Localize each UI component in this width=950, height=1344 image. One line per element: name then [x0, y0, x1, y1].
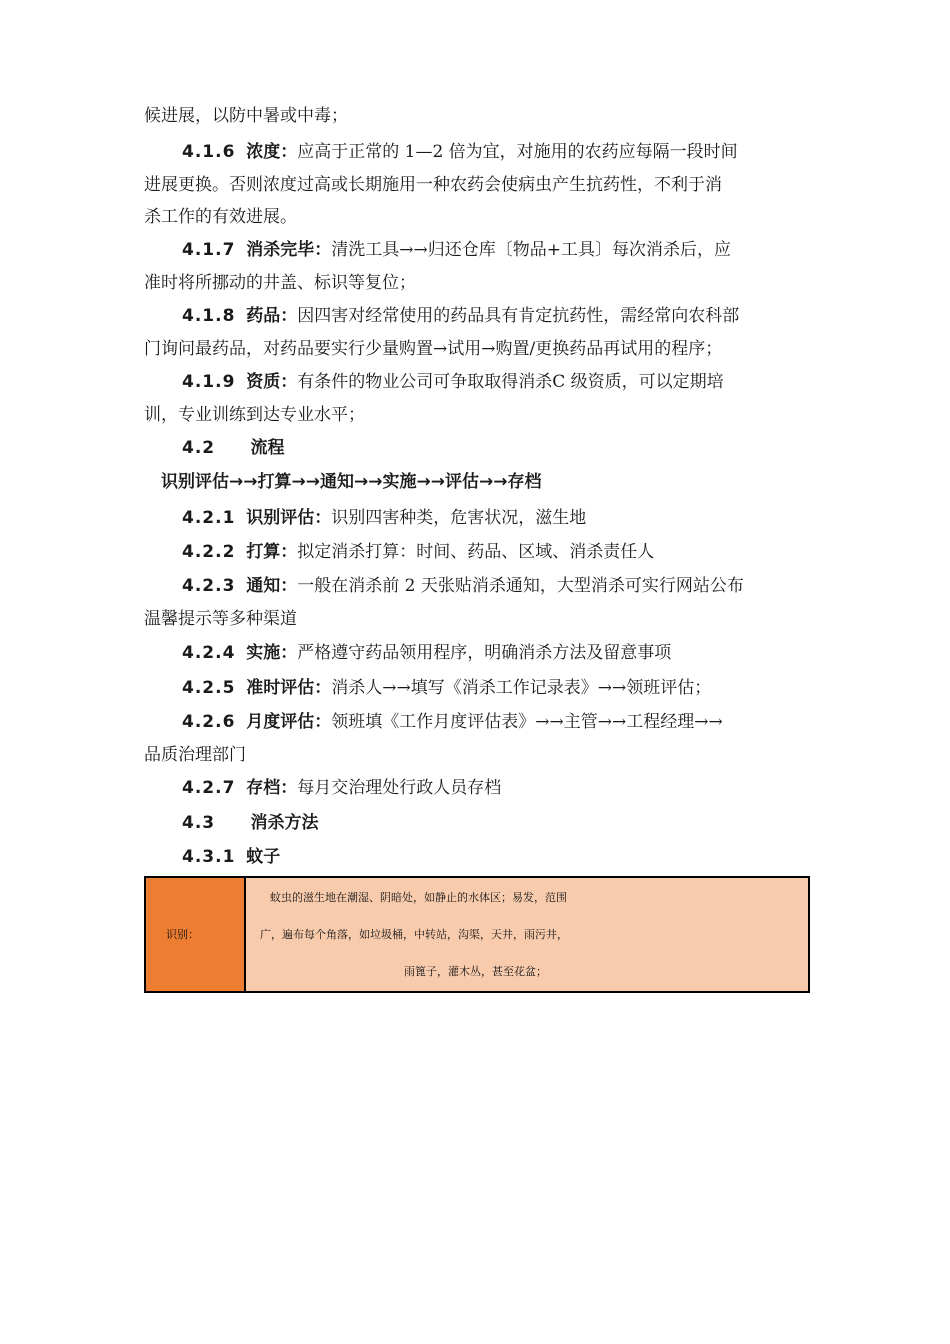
- section-text: 领班填《工作月度评估表》→→主管→→工程经理→→: [331, 712, 723, 732]
- line-text: 杀工作的有效进展。: [144, 207, 297, 227]
- line-text: 进展更换。否则浓度过高或长期施用一种农药会使病虫产生抗药性，不利于消: [144, 175, 722, 195]
- section-text: 清洗工具→→归还仓库〔物品+工具〕每次消杀后，应: [331, 240, 731, 260]
- section-term: 准时评估：: [246, 678, 332, 698]
- paragraph-line: [144, 205, 297, 229]
- section-text: 一般在消杀前 2 天张贴消杀通知，大型消杀可实行网站公布: [297, 576, 744, 596]
- section-number: 4.2.6: [182, 712, 236, 732]
- table-label: 识别：: [166, 928, 199, 941]
- section-4-3-1-heading: [182, 845, 280, 869]
- section-number: 4.1.7: [182, 240, 236, 260]
- section-term: 蚊子: [246, 847, 281, 867]
- line-text: 门询问最药品，对药品要实行少量购置→试用→购置/更换药品再试用的程序；: [144, 339, 723, 359]
- section-4-1-7: [182, 238, 731, 262]
- section-4-2-7: [182, 776, 501, 800]
- section-text: 识别四害种类，危害状况，滋生地: [331, 508, 587, 528]
- line-text: 准时将所挪动的井盖、标识等复位；: [144, 273, 416, 293]
- section-number: 4.1.8: [182, 306, 236, 326]
- section-term: 实施：: [246, 643, 298, 663]
- section-4-3-heading: [182, 811, 319, 835]
- section-4-2-5: [182, 676, 711, 700]
- section-number: 4.2.3: [182, 576, 236, 596]
- section-number: 4.3.1: [182, 847, 236, 867]
- table-content-line: 广，遍布每个角落，如垃圾桶，中转站，沟渠，天井，雨污井，: [260, 928, 568, 941]
- line-text: 候进展，以防中暑或中毒；: [144, 106, 348, 126]
- line-text: 温馨提示等多种渠道: [144, 609, 297, 629]
- table-label-cell: [146, 878, 246, 991]
- section-number: 4.2.7: [182, 778, 236, 798]
- section-term: 打算：: [246, 542, 298, 562]
- section-text: 有条件的物业公司可争取取得消杀C 级资质，可以定期培: [297, 372, 724, 392]
- section-term: 消杀完毕：: [246, 240, 332, 260]
- section-number: 4.2.5: [182, 678, 236, 698]
- section-text: 拟定消杀打算：时间、药品、区域、消杀责任人: [297, 542, 655, 562]
- section-term: 药品：: [246, 306, 298, 326]
- paragraph-line: [144, 173, 722, 197]
- paragraph-line: [144, 104, 348, 128]
- mosquito-identification-table: [144, 876, 810, 993]
- section-text: 应高于正常的 1—2 倍为宜，对施用的农药应每隔一段时间: [297, 142, 738, 162]
- section-term: 浓度：: [246, 142, 298, 162]
- section-text: 严格遵守药品领用程序，明确消杀方法及留意事项: [297, 643, 672, 663]
- section-text: 每月交治理处行政人员存档: [297, 778, 502, 798]
- section-term: 存档：: [246, 778, 298, 798]
- section-4-1-9: [182, 370, 724, 394]
- section-text: 消杀人→→填写《消杀工作记录表》→→领班评估；: [331, 678, 712, 698]
- section-4-2-6: [182, 710, 723, 734]
- section-4-1-6: [182, 140, 738, 164]
- paragraph-line: [144, 403, 365, 427]
- section-4-2-4: [182, 641, 671, 665]
- flow-text: 识别评估→→打算→→通知→→实施→→评估→→存档: [161, 472, 542, 492]
- section-text: 因四害对经常使用的药品具有肯定抗药性，需经常向农科部: [297, 306, 740, 326]
- process-flow: [161, 470, 541, 494]
- section-term: 消杀方法: [250, 813, 319, 833]
- section-4-1-8: [182, 304, 739, 328]
- section-term: 通知：: [246, 576, 298, 596]
- paragraph-line: [144, 271, 416, 295]
- section-number: 4.2: [182, 438, 216, 458]
- section-4-2-3: [182, 574, 744, 598]
- section-4-2-heading: [182, 436, 285, 460]
- section-term: 流程: [250, 438, 285, 458]
- paragraph-line: [144, 743, 246, 767]
- paragraph-line: [144, 337, 722, 361]
- section-number: 4.2.4: [182, 643, 236, 663]
- section-number: 4.2.2: [182, 542, 236, 562]
- table-content-cell: [246, 878, 808, 991]
- line-text: 训，专业训练到达专业水平；: [144, 405, 365, 425]
- section-number: 4.3: [182, 813, 216, 833]
- section-term: 月度评估：: [246, 712, 332, 732]
- table-content-line: 蚊虫的滋生地在潮湿、阴暗处，如静止的水体区；易发，范围: [270, 891, 567, 904]
- section-term: 识别评估：: [246, 508, 332, 528]
- section-number: 4.2.1: [182, 508, 236, 528]
- table-content-line: 雨篦子，灌木丛，甚至花盆；: [404, 965, 547, 978]
- paragraph-line: [144, 607, 297, 631]
- section-term: 资质：: [246, 372, 298, 392]
- section-number: 4.1.6: [182, 142, 236, 162]
- line-text: 品质治理部门: [144, 745, 246, 765]
- section-number: 4.1.9: [182, 372, 236, 392]
- section-4-2-2: [182, 540, 654, 564]
- section-4-2-1: [182, 506, 586, 530]
